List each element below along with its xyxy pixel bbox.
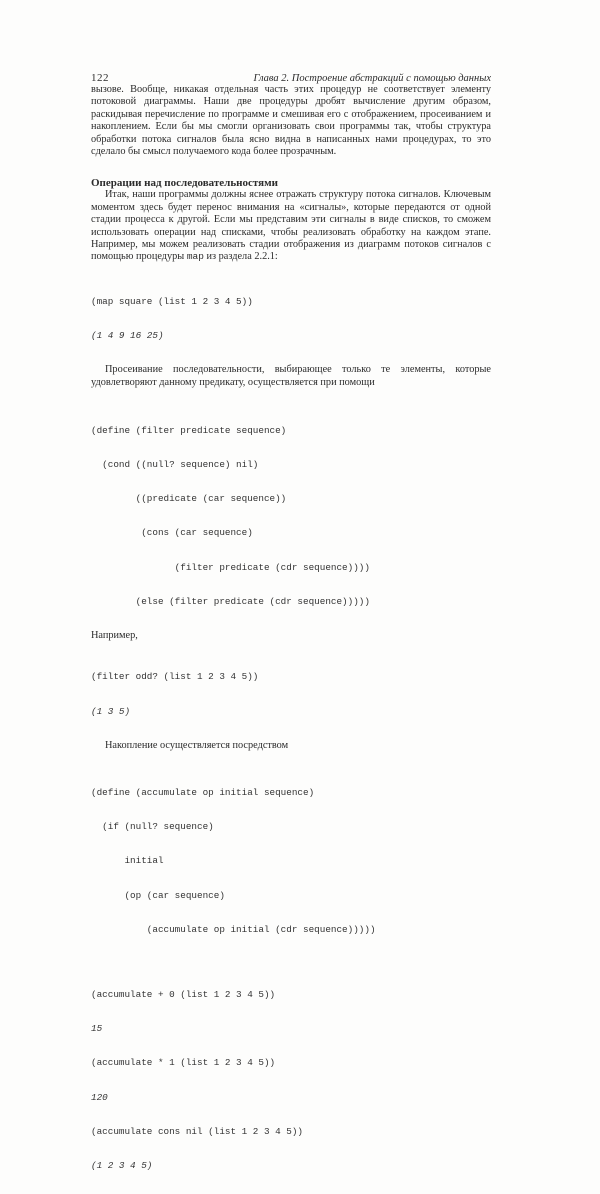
code-line: (map square (list 1 2 3 4 5)) [91,295,253,307]
code-output-line: 120 [91,1091,108,1103]
code-output-line: (1 2 3 4 5) [91,1159,153,1171]
code-block-map-example [91,273,491,364]
chapter-title: Глава 2. Построение абстракций с помощью данных [253,73,491,84]
code-output-line: (1 3 5) [91,705,131,717]
paragraph-signals-text-1: Итак, наши программы должны яснее отражать структуру потока сигналов. Ключевым моментом здесь будет перенос внимания на «сигналы», которые передаются от одной стадии процесса к другой. Если мы представим эти сигналы в виде списков, то сможем использовать операции над списками, чтобы реализовать обработку на каждом этапе. Например, мы можем реализовать стадии отображения из диаграмм потоков сигналов с помощью процедуры [91,189,491,263]
paragraph-signals [91,189,491,263]
code-line: (accumulate * 1 (list 1 2 3 4 5)) [91,1057,276,1069]
code-line: (filter odd? (list 1 2 3 4 5)) [91,671,259,683]
code-block-accumulate-examples [91,966,491,1194]
code-line: (define (accumulate op initial sequence) [91,786,315,798]
paragraph-accumulate-intro: Накопление осуществляется посредством [105,739,289,751]
section-heading: Операции над последовательностями [91,177,278,190]
code-line: initial [91,855,164,867]
code-block-filter-example [91,648,491,739]
code-block-filter-definition [91,402,491,630]
code-line: (accumulate + 0 (list 1 2 3 4 5)) [91,988,276,1000]
code-line: (accumulate cons nil (list 1 2 3 4 5)) [91,1125,304,1137]
paragraph-flow-diagram: вызове. Вообще, никакая отдельная часть этих процедур не соответствует элементу потоковой диаграммы. Наши две процедуры дробят вычисление другим образом, раскидывая перечисление по программе и смешивая его с отображением, просеиванием и накоплением. Если бы мы смогли организовать свои программы так, чтобы структура обработки потока сигналов была ясно видна в написанных нами процедурах, то это сделало бы смысл получаемого кода более прозрачным. [91,84,491,158]
paragraph-signals-text-2: из раздела 2.2.1: [203,251,278,263]
code-output-line: (1 4 9 16 25) [91,329,164,341]
code-line: (cond ((null? sequence) nil) [91,458,259,470]
code-line: ((predicate (car sequence)) [91,493,287,505]
code-output-line: 15 [91,1023,103,1035]
code-line: (define (filter predicate sequence) [91,424,287,436]
code-block-accumulate-definition [91,764,491,958]
code-line: (filter predicate (cdr sequence)))) [91,561,370,573]
code-line: (else (filter predicate (cdr sequence))))) [91,595,370,607]
code-line: (cons (car sequence) [91,527,253,539]
inline-code-map: map [186,251,204,263]
paragraph-filter-intro: Просеивание последовательности, выбирающее только те элементы, которые удовлетворяют данному предикату, осуществляется при помощи [91,364,491,388]
code-line: (accumulate op initial (cdr sequence))))) [91,923,376,935]
paragraph-for-example: Например, [91,630,138,642]
running-header [91,72,491,84]
code-line: (if (null? sequence) [91,821,214,833]
text-column [91,0,491,1194]
code-line: (op (car sequence) [91,889,225,901]
page-number: 122 [91,72,109,84]
